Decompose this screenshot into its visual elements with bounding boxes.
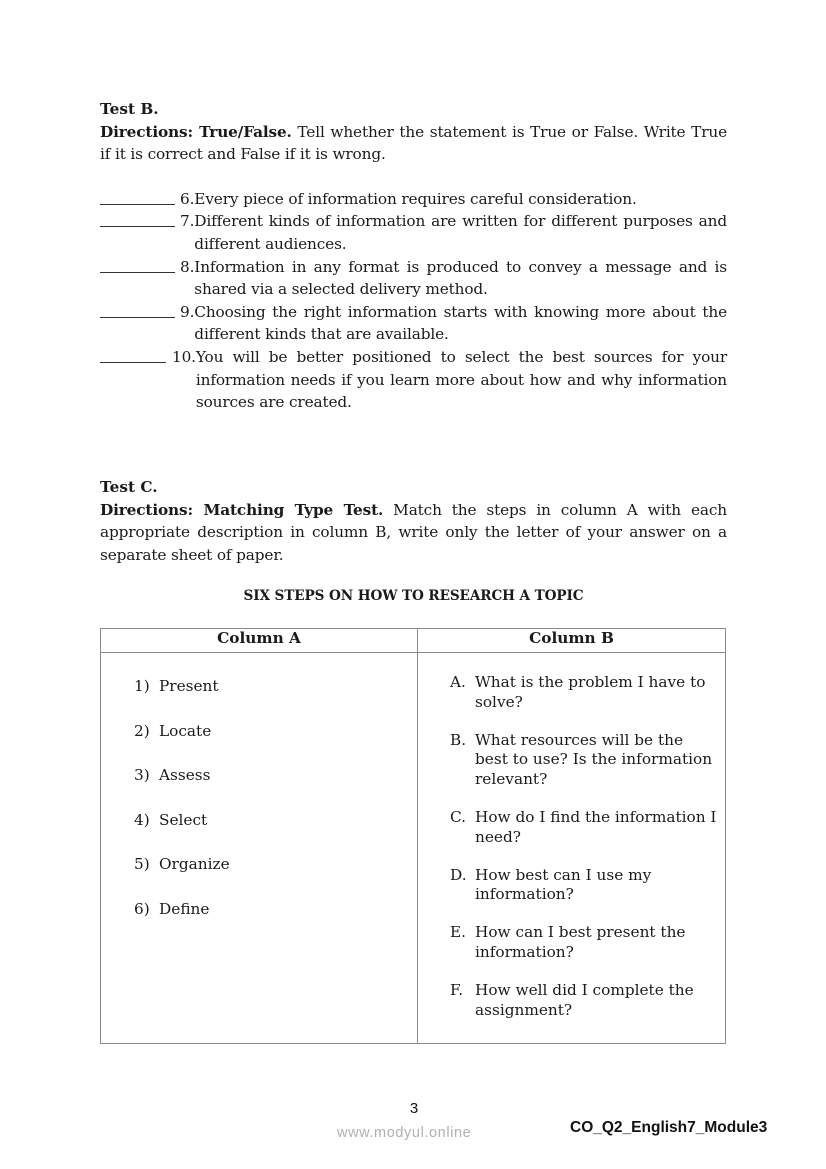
table-title: SIX STEPS ON HOW TO RESEARCH A TOPIC <box>243 588 584 605</box>
test-c-section <box>100 476 727 604</box>
item-text: Every piece of information requires careful consideration. <box>194 189 637 208</box>
item-number: 6. <box>180 189 195 208</box>
column-a-item <box>134 898 417 943</box>
column-a-header: Column A <box>101 629 418 653</box>
page-number <box>0 1100 826 1117</box>
description-text: What is the problem I have to solve? <box>475 673 706 711</box>
item-text: Different kinds of information are written for different purposes and different audiences. <box>194 212 727 253</box>
page-number-text: 3 <box>409 1100 419 1117</box>
column-b-header: Column B <box>418 629 726 653</box>
column-a-item <box>134 764 417 809</box>
item-text: You will be better positioned to select the best sources for your information needs if you learn more about how and why information sources are created. <box>195 347 727 412</box>
step-number: 2) <box>134 721 150 740</box>
step-number: 4) <box>134 810 150 829</box>
test-b-directions-label: Directions: True/False. <box>100 122 292 141</box>
answer-blank[interactable] <box>100 191 175 205</box>
column-b-list <box>418 653 725 1020</box>
column-b-item <box>450 673 719 712</box>
step-text: Assess <box>159 766 211 784</box>
step-number: 5) <box>134 855 150 873</box>
test-b-directions-text: Tell whether the statement is True or False. Write True if it is correct and False if it is wrong. <box>100 122 727 164</box>
test-b-section <box>100 98 727 414</box>
test-b-directions <box>100 121 727 166</box>
test-c-directions-label: Directions: Matching Type Test. <box>100 500 384 519</box>
step-text: Define <box>159 899 210 918</box>
test-b-title: Test B. <box>100 100 159 118</box>
column-b-item <box>450 981 719 1020</box>
true-false-items <box>100 188 727 414</box>
description-text: How best can I use my information? <box>475 865 652 904</box>
true-false-item <box>100 346 727 414</box>
column-b-item <box>450 808 719 847</box>
step-number: 3) <box>134 766 150 784</box>
description-letter: A. <box>450 673 466 691</box>
description-letter: E. <box>450 923 467 942</box>
step-text: Locate <box>159 721 212 740</box>
column-a-item <box>134 809 417 854</box>
description-letter: C. <box>450 807 467 826</box>
matching-table <box>100 628 726 1044</box>
column-b-item <box>450 866 719 905</box>
answer-blank[interactable] <box>100 259 175 273</box>
item-number: 8. <box>180 257 195 276</box>
watermark: www.modyul.online <box>337 1125 472 1141</box>
test-c-title: Test C. <box>100 478 158 496</box>
step-text: Organize <box>159 855 230 873</box>
true-false-item <box>100 210 727 255</box>
column-b-item <box>450 923 719 962</box>
description-text: What resources will be the best to use? Is the information relevant? <box>475 730 713 788</box>
column-b-item <box>450 731 719 790</box>
item-number: 7. <box>180 212 195 231</box>
column-b-cell <box>418 653 726 1044</box>
description-letter: F. <box>450 981 464 1000</box>
column-a-item <box>134 675 417 720</box>
true-false-item <box>100 301 727 346</box>
answer-blank[interactable] <box>100 213 175 227</box>
true-false-item <box>100 256 727 301</box>
description-letter: D. <box>450 865 467 884</box>
item-text: Information in any format is produced to convey a message and is shared via a selected delivery method. <box>194 257 727 299</box>
description-text: How do I find the information I need? <box>475 807 717 846</box>
column-a-cell <box>101 653 418 1044</box>
step-text: Select <box>159 810 208 829</box>
item-number: 9. <box>180 302 195 321</box>
column-a-item <box>134 853 417 898</box>
column-a-item <box>134 720 417 765</box>
true-false-item <box>100 188 727 211</box>
step-text: Present <box>159 677 219 695</box>
description-letter: B. <box>450 730 467 749</box>
description-text: How can I best present the information? <box>475 923 686 961</box>
step-number: 1) <box>134 677 150 695</box>
module-code: CO_Q2_English7_Module3 <box>570 1119 768 1136</box>
test-c-directions <box>100 499 727 567</box>
item-number: 10. <box>172 347 196 366</box>
answer-blank[interactable] <box>100 304 175 318</box>
test-c-directions-text: Match the steps in column A with each appropriate description in column B, write only the letter of your answer on a separate sheet of paper. <box>100 500 727 564</box>
item-text: Choosing the right information starts with knowing more about the different kinds that are available. <box>194 302 727 344</box>
answer-blank[interactable] <box>100 349 166 363</box>
description-text: How well did I complete the assignment? <box>475 981 694 1019</box>
column-a-list <box>101 653 417 942</box>
step-number: 6) <box>134 899 150 918</box>
